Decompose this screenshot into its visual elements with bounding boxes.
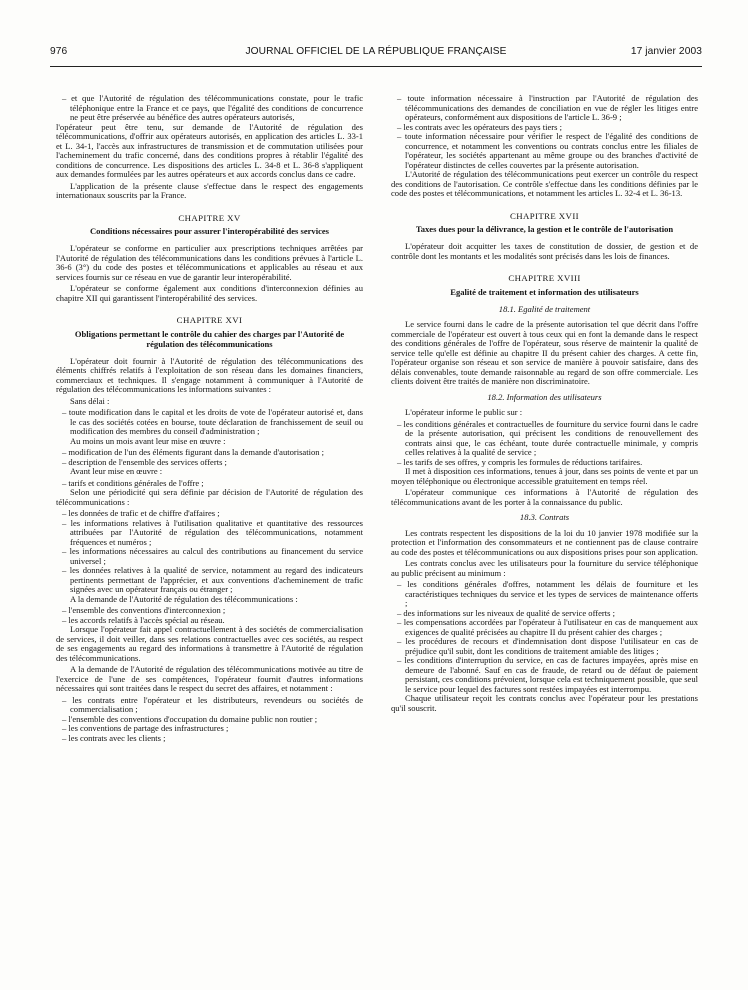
list-item: – les conditions générales d'offres, notamment les délais de fourniture et les caractéristiques techniques du service et les types de services de maintenance offerts ;: [397, 579, 698, 608]
list-item: – les conventions de partage des infrastructures ;: [62, 723, 229, 733]
paragraph: Il met à disposition ces informations, tenues à jour, dans ses points de vente et par un moyen téléphonique ou électronique accessible gratuitement en temps réel.: [391, 466, 698, 486]
list-item: – les tarifs de ses offres, y compris les formules de réductions tarifaires.: [397, 456, 643, 467]
list-item: – l'ensemble des conventions d'interconnexion ;: [62, 605, 226, 615]
list-item: – les contrats avec les opérateurs des pays tiers ;: [397, 121, 562, 132]
paragraph: Avant leur mise en œuvre :: [70, 466, 163, 476]
section-heading: 18.2. Information des utilisateurs: [487, 391, 602, 402]
list-item: – des informations sur les niveaux de qualité de service offerts ;: [397, 607, 615, 618]
page-header: [50, 46, 702, 62]
list-item: – les contrats avec les clients ;: [62, 732, 166, 743]
right-column: [391, 94, 698, 715]
paragraph: L'Autorité de régulation des télécommunications peut exercer un contrôle du respect des conditions de l'autorisation. Ce contrôle s'effectue dans les conditions définies par le code des postes et télécommunications, et notamment les articles L. 32-4 et L. 36-13.: [391, 169, 698, 198]
left-column: [56, 94, 363, 743]
chapter-heading: CHAPITRE XV: [178, 212, 241, 223]
paragraph: L'opérateur communique ces informations à l'Autorité de régulation des télécommunications avant de les porter à la connaissance du public.: [391, 487, 698, 507]
issue-date: 17 janvier 2003: [630, 46, 702, 57]
list-item: – les informations nécessaires au calcul des contributions au financement du service universel ;: [62, 546, 363, 566]
paragraph: A la demande de l'Autorité de régulation des télécommunications motivée au titre de l'exercice de l'une de ses compétences, l'opérateur fournit d'autres informations nécessaires qui sont traitées dans le respect du secret des affaires, et notamment :: [56, 664, 363, 693]
paragraph: Le service fourni dans le cadre de la présente autorisation tel que décrit dans l'offre commerciale de l'opérateur est ouvert à tous ceux qui en font la demande dans le respect des conditions générales de l'offre de l'opérateur, sous réserve de maintenir la qualité de service telle qu'elle est définie au chapitre II du présent cahier des charges. A cette fin, l'opérateur organise son réseau et son service de manière à pouvoir satisfaire, dans des délais convenables, toute demande raisonnable au regard de son offre commerciale. Les clients doivent être traités de manière non discriminatoire.: [391, 319, 698, 386]
list-item: – les accords relatifs à l'accès spécial au réseau.: [62, 614, 225, 625]
paragraph: Les contrats respectent les dispositions de la loi du 10 janvier 1978 modifiée sur la protection et l'information des consommateurs et ne contiennent pas de clause contraire au code des postes et télécommunications ou aux dispositions prises pour son application.: [391, 527, 698, 557]
chapter-title: Taxes dues pour la délivrance, la gestion et le contrôle de l'autorisation: [415, 224, 674, 234]
list-item: – toute modification dans le capital et les droits de vote de l'opérateur autorisé et, dans le cas des sociétés cotées en bourse, toute déclaration de franchissement de seuil ou modification des membres du conseil d'administration ;: [62, 407, 363, 436]
list-item: – et que l'Autorité de régulation des télécommunications constate, pour le trafic téléphonique entre la France et ce pays, que l'égalité des conditions de concurrence ne peut être préservée au bénéfice des autres opérateurs autorisés,: [62, 93, 363, 122]
chapter-heading: CHAPITRE XVI: [176, 315, 243, 325]
list-item: – l'ensemble des conventions d'occupation du domaine public non routier ;: [62, 713, 318, 724]
paragraph: Lorsque l'opérateur fait appel contractuellement à des sociétés de commercialisation de services, il doit veiller, dans ses relations contractuelles avec ces sociétés, au respect de ses engagements au regard des informations à transmettre à l'Autorité de régulation des télécommunications.: [56, 624, 363, 663]
section-heading: 18.1. Egalité de traitement: [498, 303, 591, 314]
list-item: – tarifs et conditions générales de l'offre ;: [62, 477, 204, 488]
list-item: – les compensations accordées par l'opérateur à l'utilisateur en cas de manquement aux exigences de qualité précisées au chapitre II du présent cahier des charges ;: [397, 617, 698, 637]
paragraph: Chaque utilisateur reçoit les contrats conclus avec l'opérateur pour les prestations qu'il souscrit.: [391, 693, 698, 713]
chapter-title: Obligations permettant le contrôle du cahier des charges par l'Autorité de régulation des télécommunications: [74, 328, 345, 349]
paragraph: Les contrats conclus avec les utilisateurs pour la fourniture du service téléphonique au public précisent au minimum :: [391, 558, 698, 578]
paragraph: L'opérateur informe le public sur :: [405, 407, 523, 417]
list-item: – toute information nécessaire pour vérifier le respect de l'égalité des conditions de concurrence, et notamment les conventions ou contrats conclus entre les filiales de l'opérateur, les sociétés appartenant au même groupe ou des branches d'activité de l'opérateur distinctes de celles couvertes par la présente autorisation.: [397, 131, 698, 170]
paragraph: A la demande de l'Autorité de régulation des télécommunications :: [70, 593, 298, 604]
paragraph: L'opérateur doit fournir à l'Autorité de régulation des télécommunications des éléments chiffrés relatifs à l'exploitation de son réseau dans les domaines financiers, commerciaux et techniques. Il s'engage notamment à communiquer à l'Autorité de régulation des télécommunications les informations suivantes :: [56, 355, 363, 394]
chapter-heading: CHAPITRE XVII: [510, 210, 579, 221]
chapter-title: Egalité de traitement et information des utilisateurs: [450, 286, 639, 297]
paragraph: Au moins un mois avant leur mise en œuvre :: [70, 435, 226, 446]
paragraph: l'opérateur peut être tenu, sur demande de l'Autorité de régulation des télécommunications, d'offrir aux opérateurs autorisés, en application des articles L. 33-1 et L. 34-1, l'accès aux infrastructures de transmission et de commutation utilisées pour l'acheminement du trafic concerné, dans des conditions propres à rétablir l'égalité des conditions de concurrence. Les dispositions des articles L. 34-8 et L. 36-8 s'appliquent aux demandes formulées par les autres opérateurs et aux accords conclus dans ce cadre.: [56, 121, 363, 179]
list-item: – les procédures de recours et d'indemnisation dont dispose l'utilisateur en cas de préjudice qu'il subit, dont les conditions de traitement amiable des litiges ;: [397, 636, 698, 656]
header-rule: [50, 66, 702, 67]
page-number: 976: [50, 46, 68, 57]
list-item: – description de l'ensemble des services offerts ;: [62, 456, 227, 467]
list-item: – toute information nécessaire à l'instruction par l'Autorité de régulation des télécommunications des demandes de conciliation en vue de régler les litiges entre opérateurs, conformément aux dispositions de l'article L. 36-9 ;: [397, 93, 698, 122]
list-item: – les informations relatives à l'utilisation qualitative et quantitative des ressources attribuées par l'Autorité de régulation des télécommunications, notamment fréquences et numéros ;: [62, 517, 363, 547]
paragraph: L'opérateur se conforme en particulier aux prescriptions techniques arrêtées par l'Autorité de régulation des télécommunications dans les conditions prévues à l'article L. 36-6 (3°) du code des postes et télécommunications et applicables au réseau et aux services fournis sur ce réseau en vue de garantir leur interopérabilité.: [56, 243, 363, 282]
paragraph: L'opérateur se conforme également aux conditions d'interconnexion définies au chapitre XII qui garantissent l'interopérabilité des services.: [56, 283, 363, 303]
list-item: – les données relatives à la qualité de service, notamment au regard des indicateurs pertinents permettant de l'apprécier, et aux conventions d'acheminement de trafic signées avec un opérateur français ou étranger ;: [62, 565, 363, 594]
journal-title: JOURNAL OFFICIEL DE LA RÉPUBLIQUE FRANÇAISE: [245, 46, 507, 57]
paragraph: L'application de la présente clause s'effectue dans le respect des engagements internationaux souscrits par la France.: [56, 180, 363, 200]
paragraph: Selon une périodicité qui sera définie par décision de l'Autorité de régulation des télécommunications :: [56, 487, 363, 507]
paragraph: Sans délai :: [70, 395, 110, 406]
chapter-heading: CHAPITRE XVIII: [508, 273, 581, 283]
paragraph: L'opérateur doit acquitter les taxes de constitution de dossier, de gestion et de contrôle dont les montants et les modalités sont précisés dans les lois de finances.: [391, 241, 698, 261]
list-item: – les contrats entre l'opérateur et les distributeurs, revendeurs ou sociétés de commercialisation ;: [62, 694, 363, 714]
list-item: – les conditions générales et contractuelles de fourniture du service fourni dans le cadre de la présente autorisation, qui précisent les conditions de renouvellement des contrats ainsi que, le cas échéant, toute durée contractuelle minimale, y compris celles relatives à la qualité de service ;: [397, 418, 698, 457]
chapter-title: Conditions nécessaires pour assurer l'interopérabilité des services: [90, 226, 329, 236]
section-heading: 18.3. Contrats: [519, 512, 570, 522]
list-item: – modification de l'un des éléments figurant dans la demande d'autorisation ;: [62, 447, 325, 457]
list-item: – les conditions d'interruption du service, en cas de factures impayées, après mise en demeure de l'abonné. Sauf en cas de fraude, de retard ou de défaut de paiement persistant, ces conditions prévoient, lorsque cela est techniquement possible, que seul le service pour lequel des factures sont restées impayées est interrompu.: [397, 655, 698, 694]
list-item: – les données de trafic et de chiffre d'affaires ;: [62, 508, 220, 518]
